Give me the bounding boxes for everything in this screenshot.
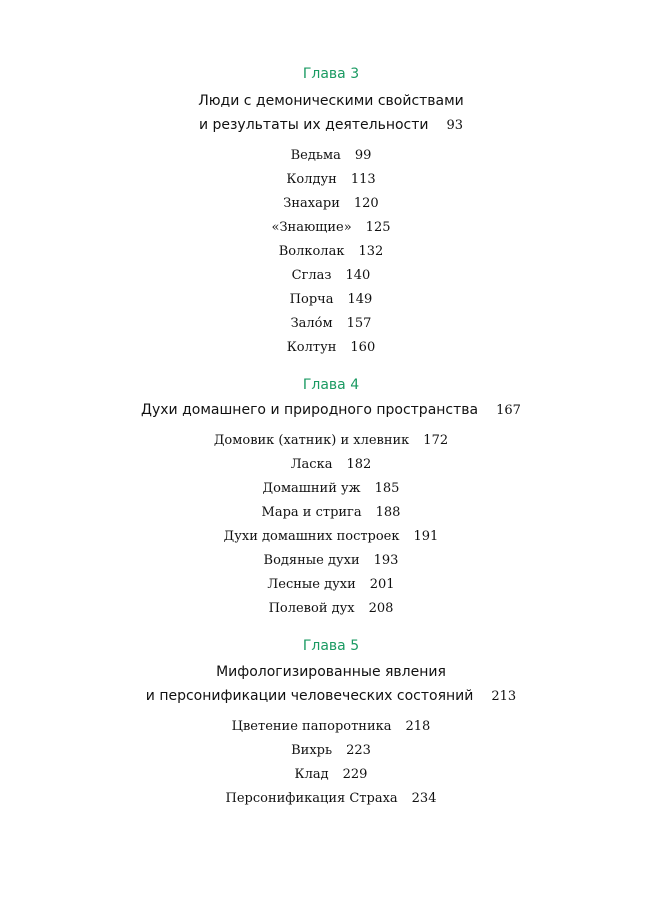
toc-entry-title: Ласка	[290, 457, 333, 472]
toc-entry-page: 120	[353, 196, 379, 211]
toc-entry-page: 157	[346, 316, 372, 331]
toc-entry-title: Персонификация Страха	[225, 791, 398, 806]
toc-entry-page: 208	[368, 601, 394, 616]
toc-entry-title: Порча	[289, 292, 334, 307]
chapter-3-title-line-2	[0, 117, 662, 133]
chapter-5-title-line-2	[0, 688, 662, 704]
toc-entry	[0, 340, 662, 355]
toc-entry	[0, 457, 662, 472]
toc-entry	[0, 481, 662, 496]
toc-entry-title: Лесные духи	[267, 577, 356, 592]
toc-entry	[0, 791, 662, 806]
toc-entry	[0, 148, 662, 163]
toc-entry-title: Полевой дух	[268, 601, 355, 616]
chapter-3-label: Глава 3	[302, 66, 360, 82]
chapter-5-title-text-2: и персонификации человеческих состояний	[145, 688, 474, 704]
chapter-4-label: Глава 4	[302, 377, 360, 393]
chapter-5-page-number: 213	[491, 689, 517, 704]
toc-entry	[0, 292, 662, 307]
toc-entry-title: Водяные духи	[263, 553, 360, 568]
toc-entry	[0, 196, 662, 211]
toc-entry-page: 185	[374, 481, 400, 496]
toc-entry-title: Вихрь	[291, 743, 333, 758]
toc-entry	[0, 268, 662, 283]
chapter-4-title-line-1	[0, 402, 662, 418]
chapter-5-title-line-1	[0, 664, 662, 680]
toc-entry	[0, 316, 662, 331]
chapter-5-label: Глава 5	[302, 638, 360, 654]
toc-entry-page: 172	[423, 433, 449, 448]
toc-entry	[0, 433, 662, 448]
toc-entry	[0, 553, 662, 568]
toc-entry	[0, 767, 662, 782]
toc-entry-title: Духи домашних построек	[223, 529, 400, 544]
toc-entry-page: 223	[346, 743, 371, 758]
toc-entry-title: Колдун	[286, 172, 337, 187]
chapter-3-title-text-1: Люди с демоническими свойствами	[198, 93, 464, 109]
toc-entry-page: 140	[345, 268, 371, 283]
toc-entry-page: 191	[413, 529, 439, 544]
toc-entry-page: 193	[373, 553, 399, 568]
toc-entry	[0, 743, 662, 758]
toc-entry-title: Зало́м	[290, 316, 333, 331]
toc-entry-title: Цветение папоротника	[231, 719, 392, 734]
toc-entry-page: 160	[350, 340, 376, 355]
toc-entry-page: 201	[369, 577, 395, 592]
toc-entry	[0, 719, 662, 734]
toc-entry-title: Клад	[294, 767, 329, 782]
toc-entry-page: 229	[342, 767, 368, 782]
toc-entry-page: 99	[354, 148, 372, 163]
chapter-3-title-line-1	[0, 93, 662, 109]
toc-entry-title: Колтун	[286, 340, 337, 355]
toc-entry-page: 234	[411, 791, 437, 806]
toc-entry	[0, 601, 662, 616]
chapter-5-title-text-1: Мифологизированные явления	[216, 664, 446, 680]
toc-entry	[0, 244, 662, 259]
toc-entry	[0, 505, 662, 520]
chapter-3-title-text-2: и результаты их деятельности	[198, 117, 429, 133]
toc-entry	[0, 529, 662, 544]
toc-entry-title: Мара и стрига	[261, 505, 362, 520]
toc-entry-page: 132	[358, 244, 384, 259]
toc-entry	[0, 220, 662, 235]
toc-entry-page: 125	[365, 220, 391, 235]
toc-entry-page: 182	[346, 457, 372, 472]
toc-entry-title: Знахари	[283, 196, 340, 211]
toc-entry-title: Домашний уж	[262, 481, 361, 496]
toc-entry-title: Ведьма	[290, 148, 341, 163]
toc-entry-page: 149	[347, 292, 373, 307]
toc-entry-page: 188	[375, 505, 401, 520]
chapter-3-page-number: 93	[446, 118, 464, 133]
toc-entry-page: 113	[350, 172, 376, 187]
toc-entry-title: Сглаз	[291, 268, 332, 283]
toc-entry-page: 218	[405, 719, 431, 734]
toc-entry-title: Волколак	[278, 244, 345, 259]
toc-entry-title: Домовик (хатник) и хлевник	[213, 433, 410, 448]
toc-entry	[0, 172, 662, 187]
toc-entry-title: «Знающие»	[271, 220, 352, 235]
chapter-4-page-number: 167	[496, 403, 521, 418]
chapter-4-title-text-1: Духи домашнего и природного пространства	[141, 402, 479, 418]
toc-entry	[0, 577, 662, 592]
